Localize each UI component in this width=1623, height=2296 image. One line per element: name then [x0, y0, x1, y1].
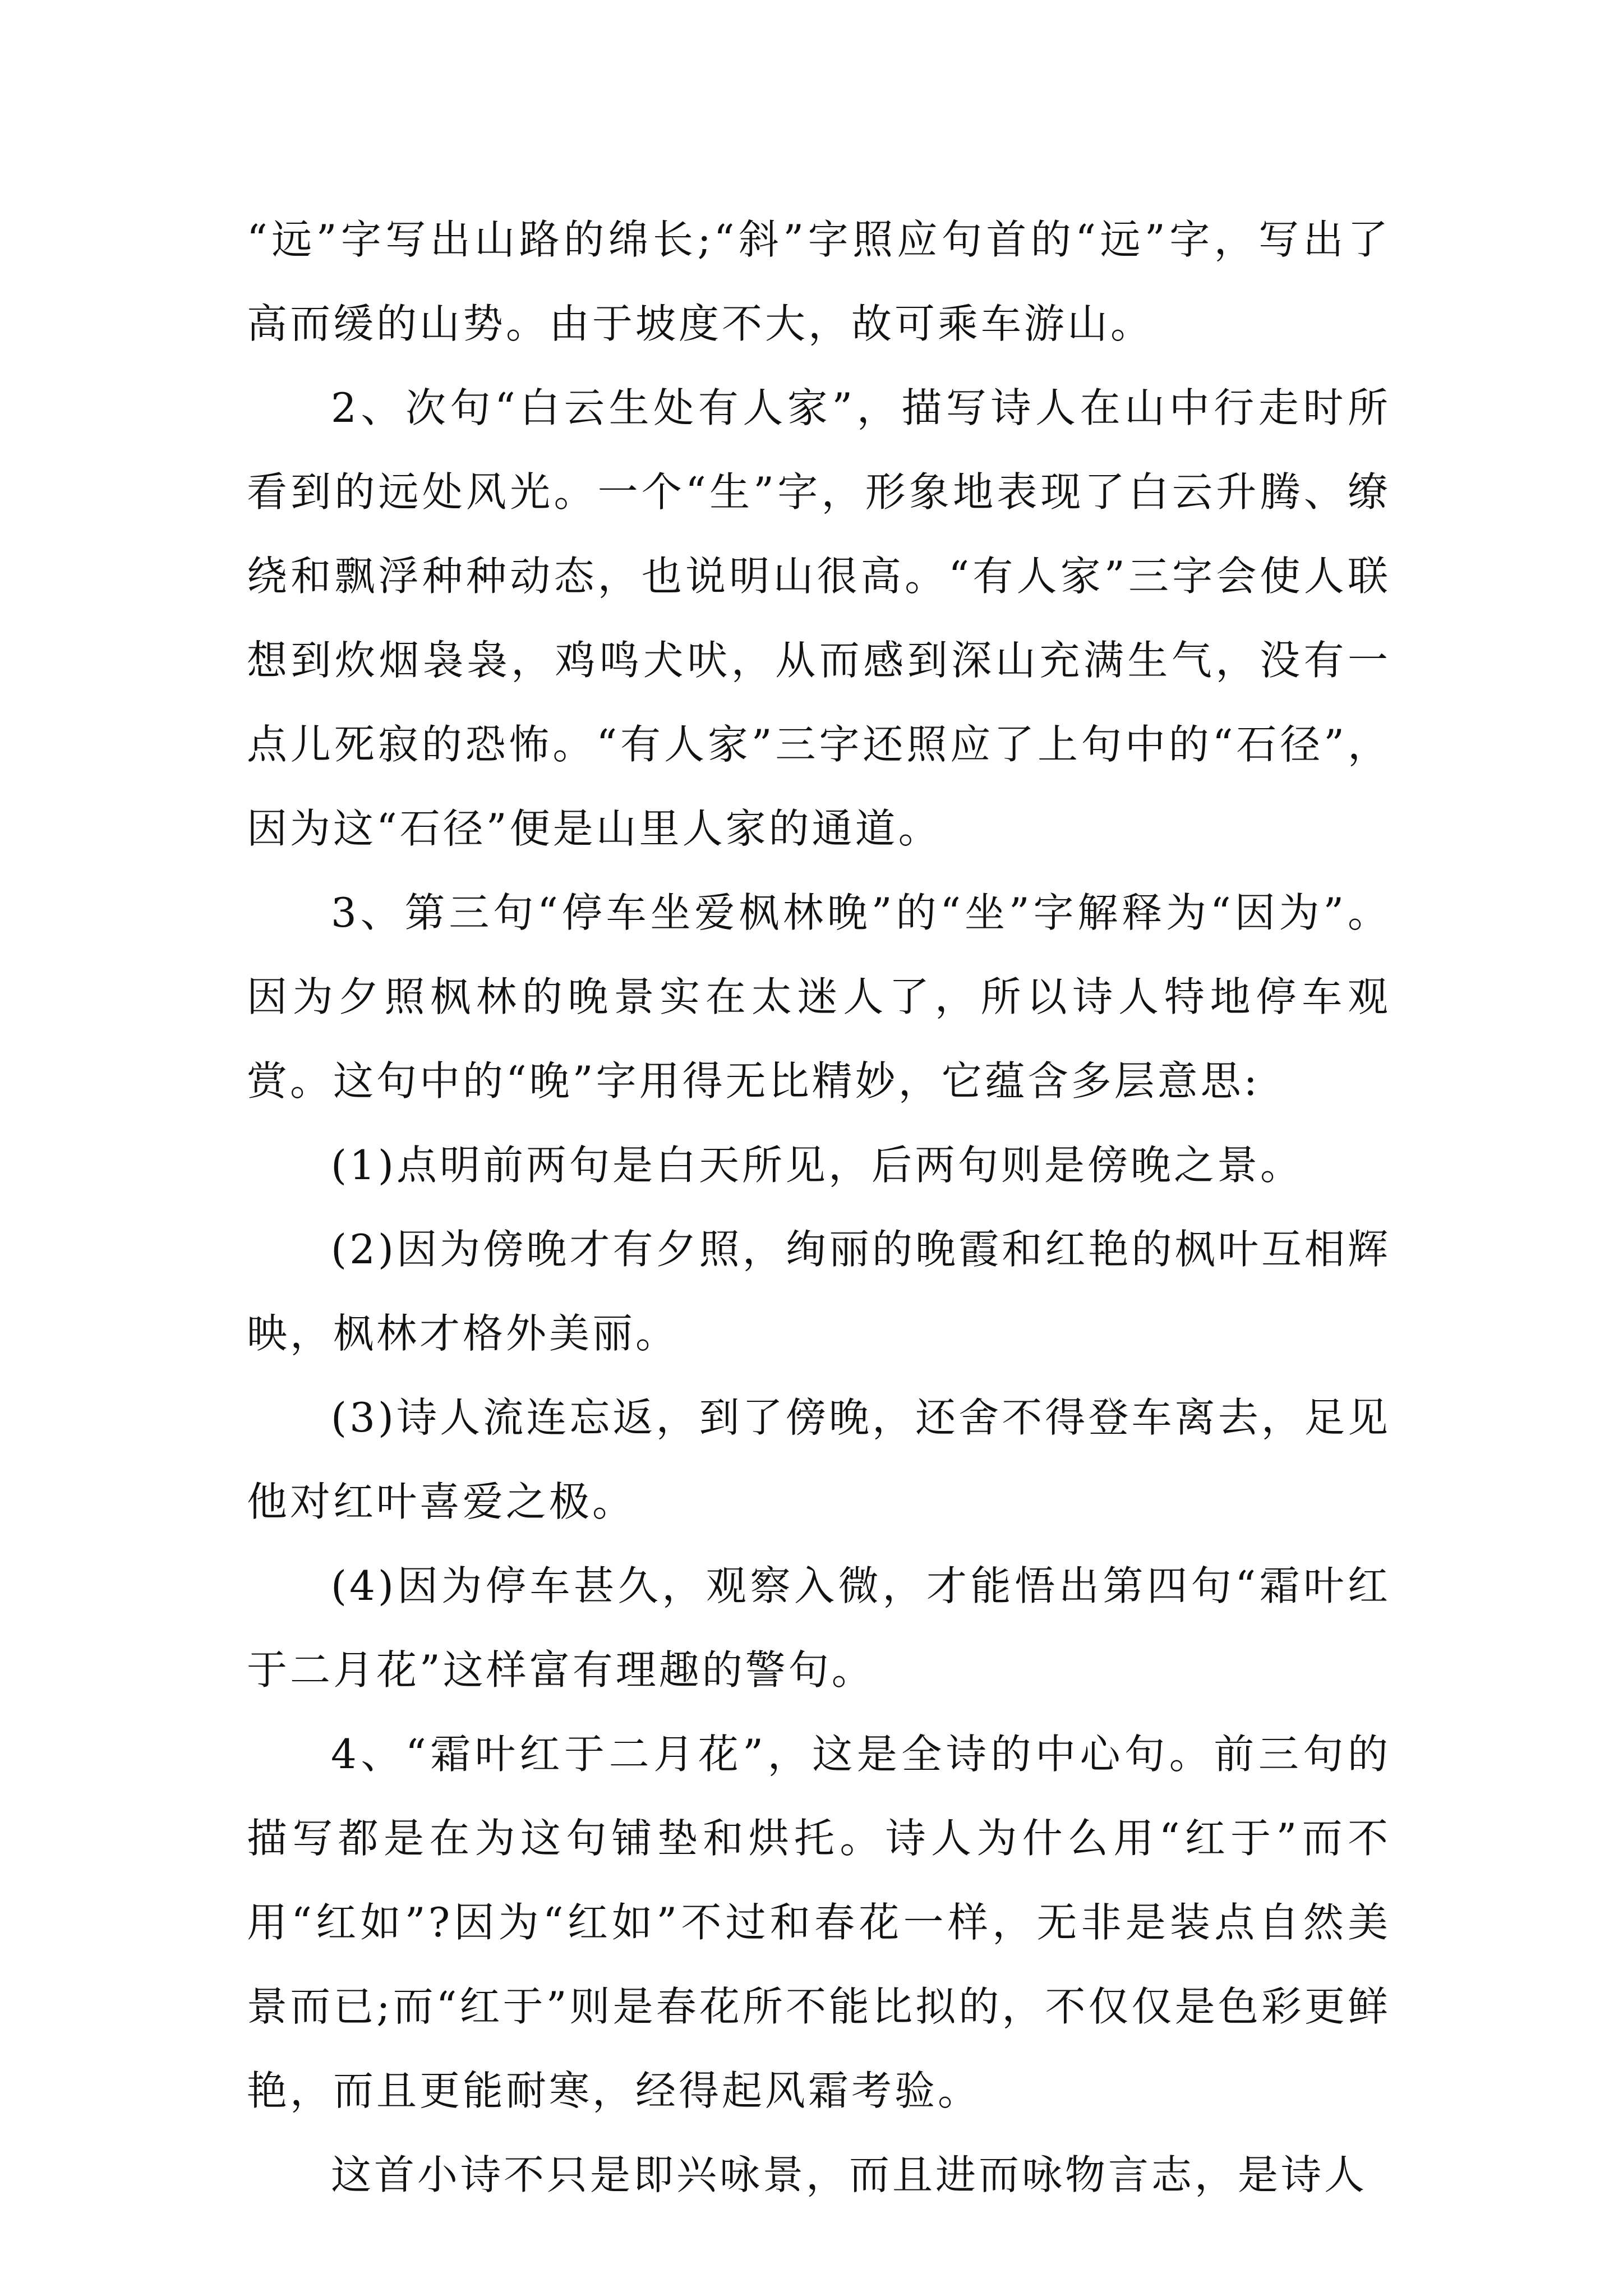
document-body — [247, 197, 1391, 2217]
paragraph-point-4: 4、“霜叶红于二月花”，这是全诗的中心句。前三句的描写都是在为这句铺垫和烘托。诗人为什么用“红于”而不用“红如”?因为“红如”不过和春花一样，无非是装点自然美景而已;而“红于”则是春花所不能比拟的，不仅仅是色彩更鲜艳，而且更能耐寒，经得起风霜考验。 — [247, 1731, 1391, 2114]
paragraph-subpoint-3: (3)诗人流连忘返，到了傍晚，还舍不得登车离去，足见他对红叶喜爱之极。 — [247, 1394, 1391, 1525]
paragraph-subpoint-1: (1)点明前两句是白天所见，后两句则是傍晚之景。 — [331, 1142, 1303, 1189]
paragraph-subpoint-2: (2)因为傍晚才有夕照，绚丽的晚霞和红艳的枫叶互相辉映，枫林才格外美丽。 — [247, 1226, 1391, 1357]
paragraph-point-2: 2、次句“白云生处有人家”，描写诗人在山中行走时所看到的远处风光。一个“生”字，形象地表现了白云升腾、缭绕和飘浮种种动态，也说明山很高。“有人家”三字会使人联想到炊烟袅袅，鸡鸣犬吠，从而感到深山充满生气，没有一点儿死寂的恐怖。“有人家”三字还照应了上句中的“石径”，因为这“石径”便是山里人家的通道。 — [247, 384, 1391, 852]
paragraph-subpoint-4: (4)因为停车甚久，观察入微，才能悟出第四句“霜叶红于二月花”这样富有理趣的警句。 — [247, 1562, 1391, 1694]
paragraph-continuation: “远”字写出山路的绵长;“斜”字照应句首的“远”字，写出了高而缓的山势。由于坡度不大，故可乘车游山。 — [247, 216, 1391, 347]
paragraph-conclusion: 这首小诗不只是即兴咏景，而且进而咏物言志，是诗人 — [331, 2151, 1368, 2198]
paragraph-point-3: 3、第三句“停车坐爱枫林晚”的“坐”字解释为“因为”。因为夕照枫林的晚景实在太迷人了，所以诗人特地停车观赏。这句中的“晚”字用得无比精妙，它蕴含多层意思: — [247, 889, 1391, 1105]
